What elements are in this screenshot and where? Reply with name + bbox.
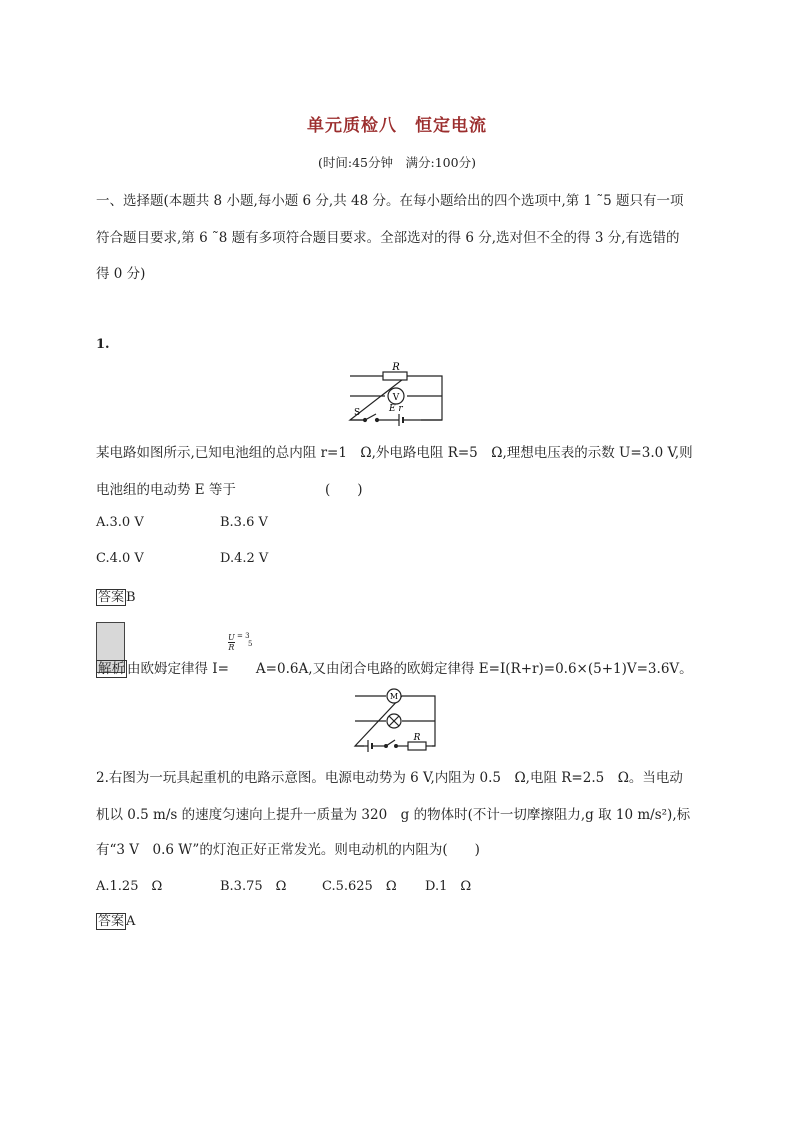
fraction-numerator: U <box>228 633 235 642</box>
analysis-label: 解析 <box>98 661 125 677</box>
section-instructions-line-2: 符合题目要求,第 6 ˜8 题有多项符合题目要求。全部选对的得 6 分,选对但不全的得 3 分,有选错的 <box>96 230 680 246</box>
resistor-label: R <box>392 362 400 373</box>
question-1-analysis <box>96 657 693 677</box>
page-title: 单元质检八 恒定电流 <box>307 116 487 136</box>
question-1-option-d: D.4.2 V <box>220 551 269 566</box>
question-2-answer <box>96 910 135 929</box>
battery-label: E r <box>389 404 403 414</box>
question-2-option-b: B.3.75 Ω <box>220 879 287 894</box>
fraction-formula <box>228 633 235 652</box>
motor-label: M <box>389 692 399 701</box>
switch-label: S <box>354 408 361 418</box>
question-1-circuit-diagram <box>345 358 447 428</box>
fraction-value-bottom: 5 <box>248 640 253 648</box>
question-2-option-c: C.5.625 Ω <box>322 879 397 894</box>
answer-label: 答案 <box>98 914 125 929</box>
section-instructions-line-1: 一、选择题(本题共 8 小题,每小题 6 分,共 48 分。在每小题给出的四个选项中,第 1 ˜5 题只有一项 <box>96 193 684 209</box>
answer-value: A <box>126 914 136 929</box>
question-2-option-d: D.1 Ω <box>425 879 472 894</box>
question-1-stem-line-2: 电池组的电动势 E 等于 <box>96 482 236 498</box>
answer-value: B <box>126 590 136 605</box>
question-1-answer-paren: ( ) <box>325 482 363 498</box>
question-2-stem-line-2: 机以 0.5 m/s 的速度匀速向上提升一质量为 320 g 的物体时(不计一切摩擦阻力,g 取 10 m/s²),标 <box>96 807 691 823</box>
question-2-option-a: A.1.25 Ω <box>96 879 163 894</box>
question-1-number: 1. <box>96 337 110 352</box>
page-subtitle: (时间:45分钟 满分:100分) <box>318 155 476 170</box>
fraction-value-top: = 3 <box>237 632 250 640</box>
analysis-text: 由欧姆定律得 I= A=0.6A,又由闭合电路的欧姆定律得 E=I(R+r)=0.6×(5+1)V=3.6V。 <box>127 661 693 677</box>
fraction-denominator: R <box>228 643 235 652</box>
question-1-option-a: A.3.0 V <box>96 515 144 530</box>
answer-label: 答案 <box>98 590 125 605</box>
question-1-stem-line-1: 某电路如图所示,已知电池组的总内阻 r=1 Ω,外电路电阻 R=5 Ω,理想电压表的示数 U=3.0 V,则 <box>96 445 693 461</box>
question-1-answer <box>96 586 136 605</box>
question-2-stem-line-1: 2.右图为一玩具起重机的电路示意图。电源电动势为 6 V,内阻为 0.5 Ω,电阻 R=2.5 Ω。当电动 <box>96 770 683 786</box>
question-1-option-c: C.4.0 V <box>96 551 144 566</box>
question-1-option-b: B.3.6 V <box>220 515 268 530</box>
fraction-value <box>237 632 252 648</box>
question-2-circuit-diagram <box>350 688 442 752</box>
section-instructions-line-3: 得 0 分) <box>96 266 146 282</box>
voltmeter-label: V <box>392 393 400 403</box>
resistor-label: R <box>413 733 421 743</box>
question-2-stem-line-3: 有“3 V 0.6 W”的灯泡正好正常发光。则电动机的内阻为( ) <box>96 842 480 858</box>
